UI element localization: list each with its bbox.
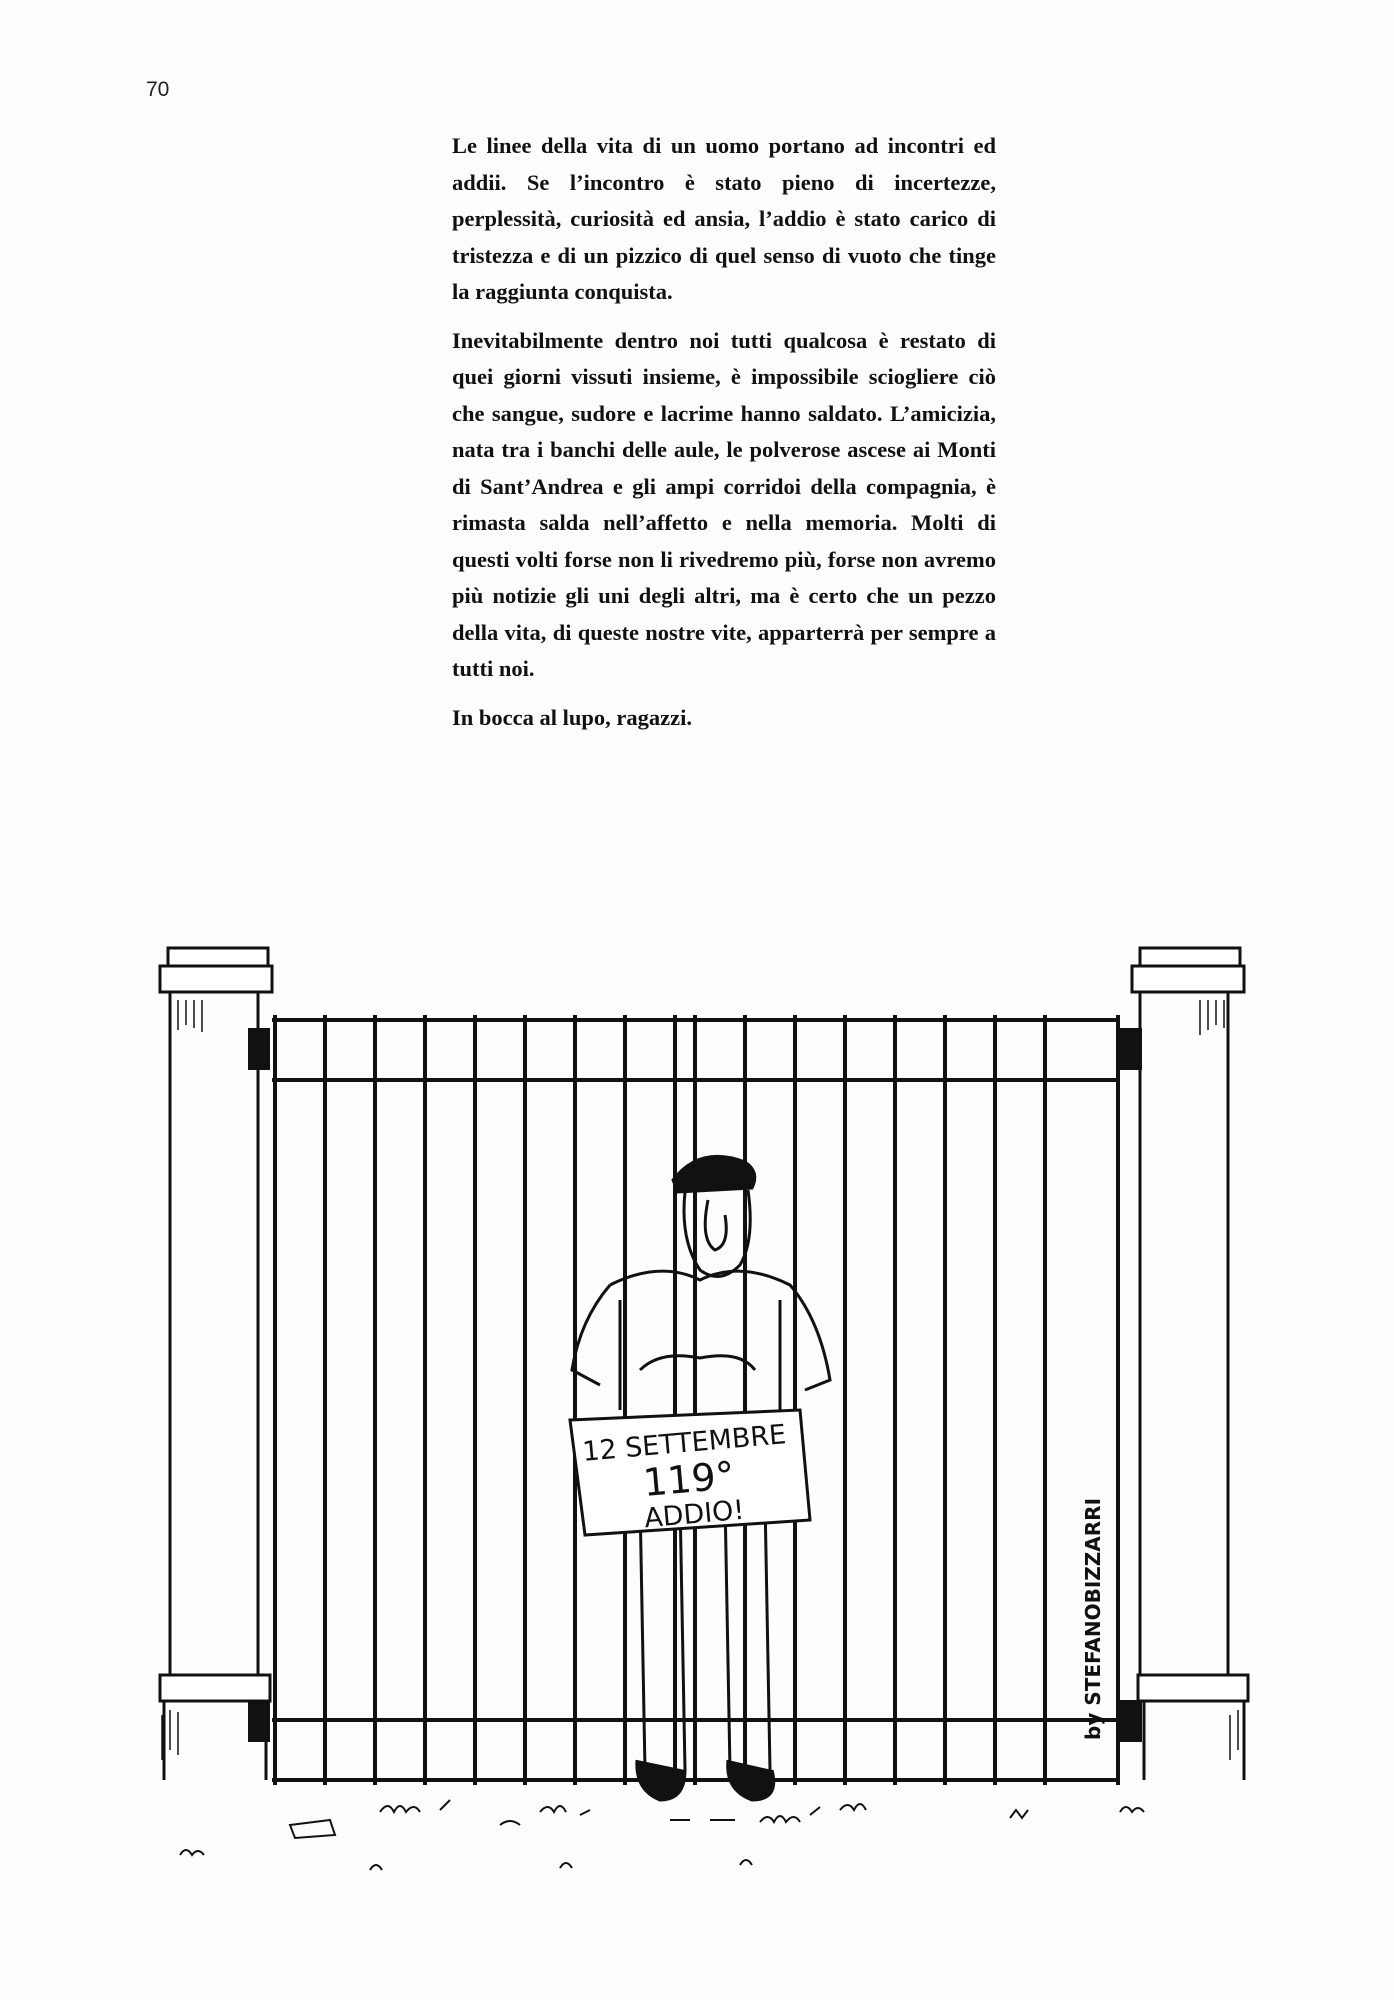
right-pillar [1132, 948, 1248, 1780]
paragraph-1: Le linee della vita di un uomo portano ad incontri ed addii. Se l’incontro è stato pieno di incertezze, perplessità, curiosità ed ansia, l’addio è stato carico di tristezza e di un pizzico di quel senso di vuoto che tinge la raggiunta conquista. [452, 133, 996, 304]
paragraph-3: In bocca al lupo, ragazzi. [452, 704, 692, 730]
addio-sign [570, 1410, 810, 1535]
sign-farewell: ADDIO! [643, 1494, 746, 1535]
paragraph-2: Inevitabilmente dentro noi tutti qualcosa è restato di quei giorni vissuti insieme, è impossibile sciogliere ciò che sangue, sudore e lacrime hanno saldato. L’amicizia, nata tra i banchi delle aule, le polverose ascese ai Monti di Sant’Andrea e gli ampi corridoi della compagnia, è rimasta salda nell’affetto e nella memoria. Molti di questi volti forse non li rivedremo più, forse non avremo più notizie gli uni degli altri, ma è certo che un pezzo della vita, di queste nostre vite, apparterrà per sempre a tutti noi. [452, 327, 996, 681]
page-number: 70 [146, 78, 170, 101]
left-pillar [160, 948, 272, 1780]
sign-number: 119° [641, 1453, 737, 1505]
gate-bars [272, 1015, 1120, 1785]
sign-date: 12 SETTEMBRE [581, 1419, 788, 1468]
artist-signature: by STEFANOBIZZARRI [1081, 1497, 1105, 1740]
gate-cartoon-illustration [140, 940, 1280, 1890]
body-text [452, 128, 996, 748]
ground-grass [180, 1800, 1144, 1870]
